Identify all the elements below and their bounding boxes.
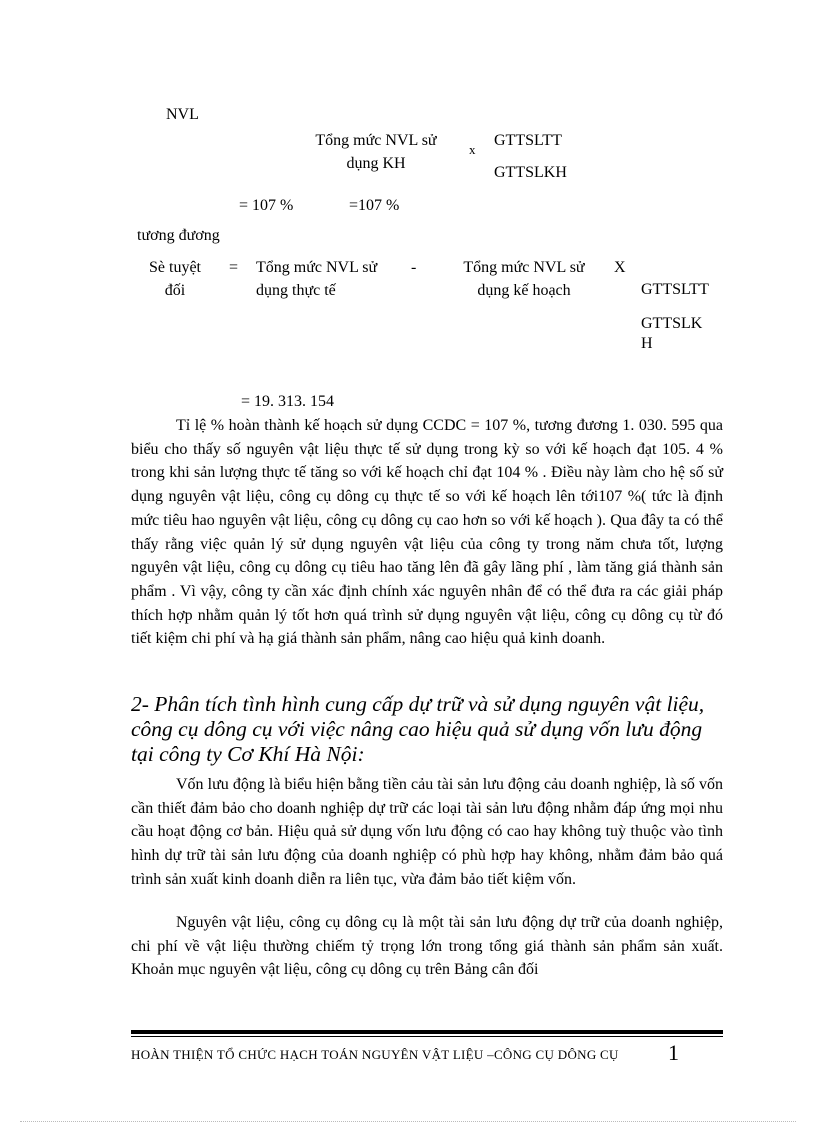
page-number: 1 bbox=[668, 1040, 679, 1065]
formula2-absolute-line1: Sè tuyệt bbox=[149, 259, 201, 276]
section-heading bbox=[131, 692, 731, 767]
formula-total-planned-line1: Tổng mức NVL sử bbox=[315, 132, 437, 149]
section-heading-line1: 2- Phân tích tình hình cung cấp dự trữ và sử dụng nguyên vật liệu, bbox=[131, 692, 705, 716]
formula2-planned-line1: Tổng mức NVL sử bbox=[463, 259, 585, 276]
formula-result-1: = 107 % bbox=[239, 197, 294, 214]
page-bottom-divider bbox=[20, 1121, 796, 1122]
formula2-actual-line1: Tổng mức NVL sử bbox=[256, 259, 378, 276]
formula-result-2: =107 % bbox=[349, 197, 400, 214]
formula-total-planned-line2: dụng KH bbox=[346, 155, 406, 172]
paragraph-analysis-text: Tỉ lệ % hoàn thành kế hoạch sử dụng CCDC = 107 %, tương đương 1. 030. 595 qua biểu cho thấy số nguyên vật liệu thực tế sử dụng trong kỳ so với kế hoạch đạt 105. 4 % trong khi sản lượng thực tế tăng so với kế hoạch chỉ đạt 104 % . Điều này làm cho hệ số sử dụng nguyên vật liệu, công cụ dông cụ thực tế so với kế hoạch lên tới107 %( tức là định mức tiêu hao nguyên vật liệu, công cụ dông cụ cao hơn so với kế hoạch ). Qua đây ta có thể thấy rằng việc quản lý sử dụng nguyên vật liệu của công ty trong năm chưa tốt, lượng nguyên vật liệu, công cụ dông cụ tiêu hao tăng lên đã gây lãng phí , làm tăng giá thành sản phẩm . Vì vậy, công ty cần xác định chính xác nguyên nhân để có thể đưa ra các giải pháp thích hợp nhằm quản lý tốt hơn quá trình sử dụng nguyên vật liệu, công cụ dông cụ từ đó tiết kiệm chi phí và hạ giá thành sản phẩm, nâng cao hiệu quả kinh doanh. bbox=[131, 417, 723, 648]
formula-nvl-label: NVL bbox=[166, 106, 199, 123]
equivalent-label: tương đương bbox=[137, 227, 220, 244]
formula-gttslkh: GTTSLKH bbox=[494, 164, 567, 181]
formula2-equals: = bbox=[229, 259, 239, 276]
formula2-gttslk-line1: GTTSLK bbox=[641, 315, 703, 332]
paragraph-working-capital bbox=[131, 773, 723, 892]
section-heading-line2: công cụ dông cụ với việc nâng cao hiệu quả sử dụng vốn lưu động bbox=[131, 717, 703, 741]
formula2-planned-line2: dụng kế hoạch bbox=[477, 282, 571, 299]
footer-rule-thin bbox=[131, 1036, 723, 1037]
formula2-gttsltt: GTTSLTT bbox=[641, 281, 709, 298]
formula-multiply-sign: x bbox=[469, 142, 476, 157]
section-heading-line3: tại công ty Cơ Khí Hà Nội: bbox=[131, 742, 365, 766]
formula2-result: = 19. 313. 154 bbox=[241, 393, 335, 410]
formula2-multiply-sign: X bbox=[614, 259, 626, 276]
formula2-absolute-line2: đối bbox=[164, 282, 186, 299]
paragraph-working-capital-text: Vốn lưu động là biểu hiện bằng tiền cảu tài sản lưu động cảu doanh nghiệp, là số vốn cần thiết đảm bảo cho doanh nghiệp dự trữ các loại tài sản lưu động nhằm đáp ứng mọi nhu cầu hoạt động cơ bản. Hiệu quả sử dụng vốn lưu động có cao hay không tuỳ thuộc vào tình hình dự trữ tài sản lưu động của doanh nghiệp có phù hợp hay không, nhằm đảm bảo quá trình sản xuất kinh doanh diễn ra liên tục, vừa đảm bảo tiết kiệm vốn. bbox=[131, 776, 723, 888]
paragraph-materials-text: Nguyên vật liệu, công cụ dông cụ là một tài sản lưu động dự trữ của doanh nghiệp, chi phí về vật liệu thường chiếm tỷ trọng lớn trong tổng giá thành sản phẩm sản xuất. Khoản mục nguyên vật liệu, công cụ dông cụ trên Bảng cân đối bbox=[131, 914, 723, 979]
paragraph-materials bbox=[131, 911, 723, 982]
footer-rule-thick bbox=[131, 1030, 723, 1034]
paragraph-analysis bbox=[131, 414, 723, 651]
formula2-actual-line2: dụng thực tế bbox=[256, 282, 336, 299]
formula2-gttslk-line2: H bbox=[641, 335, 653, 352]
footer-title: HOÀN THIỆN TỔ CHỨC HẠCH TOÁN NGUYÊN VẬT LIỆU –CÔNG CỤ DÔNG CỤ bbox=[131, 1047, 619, 1062]
formula-gttsltt: GTTSLTT bbox=[494, 132, 562, 149]
formula2-minus: - bbox=[411, 259, 417, 276]
